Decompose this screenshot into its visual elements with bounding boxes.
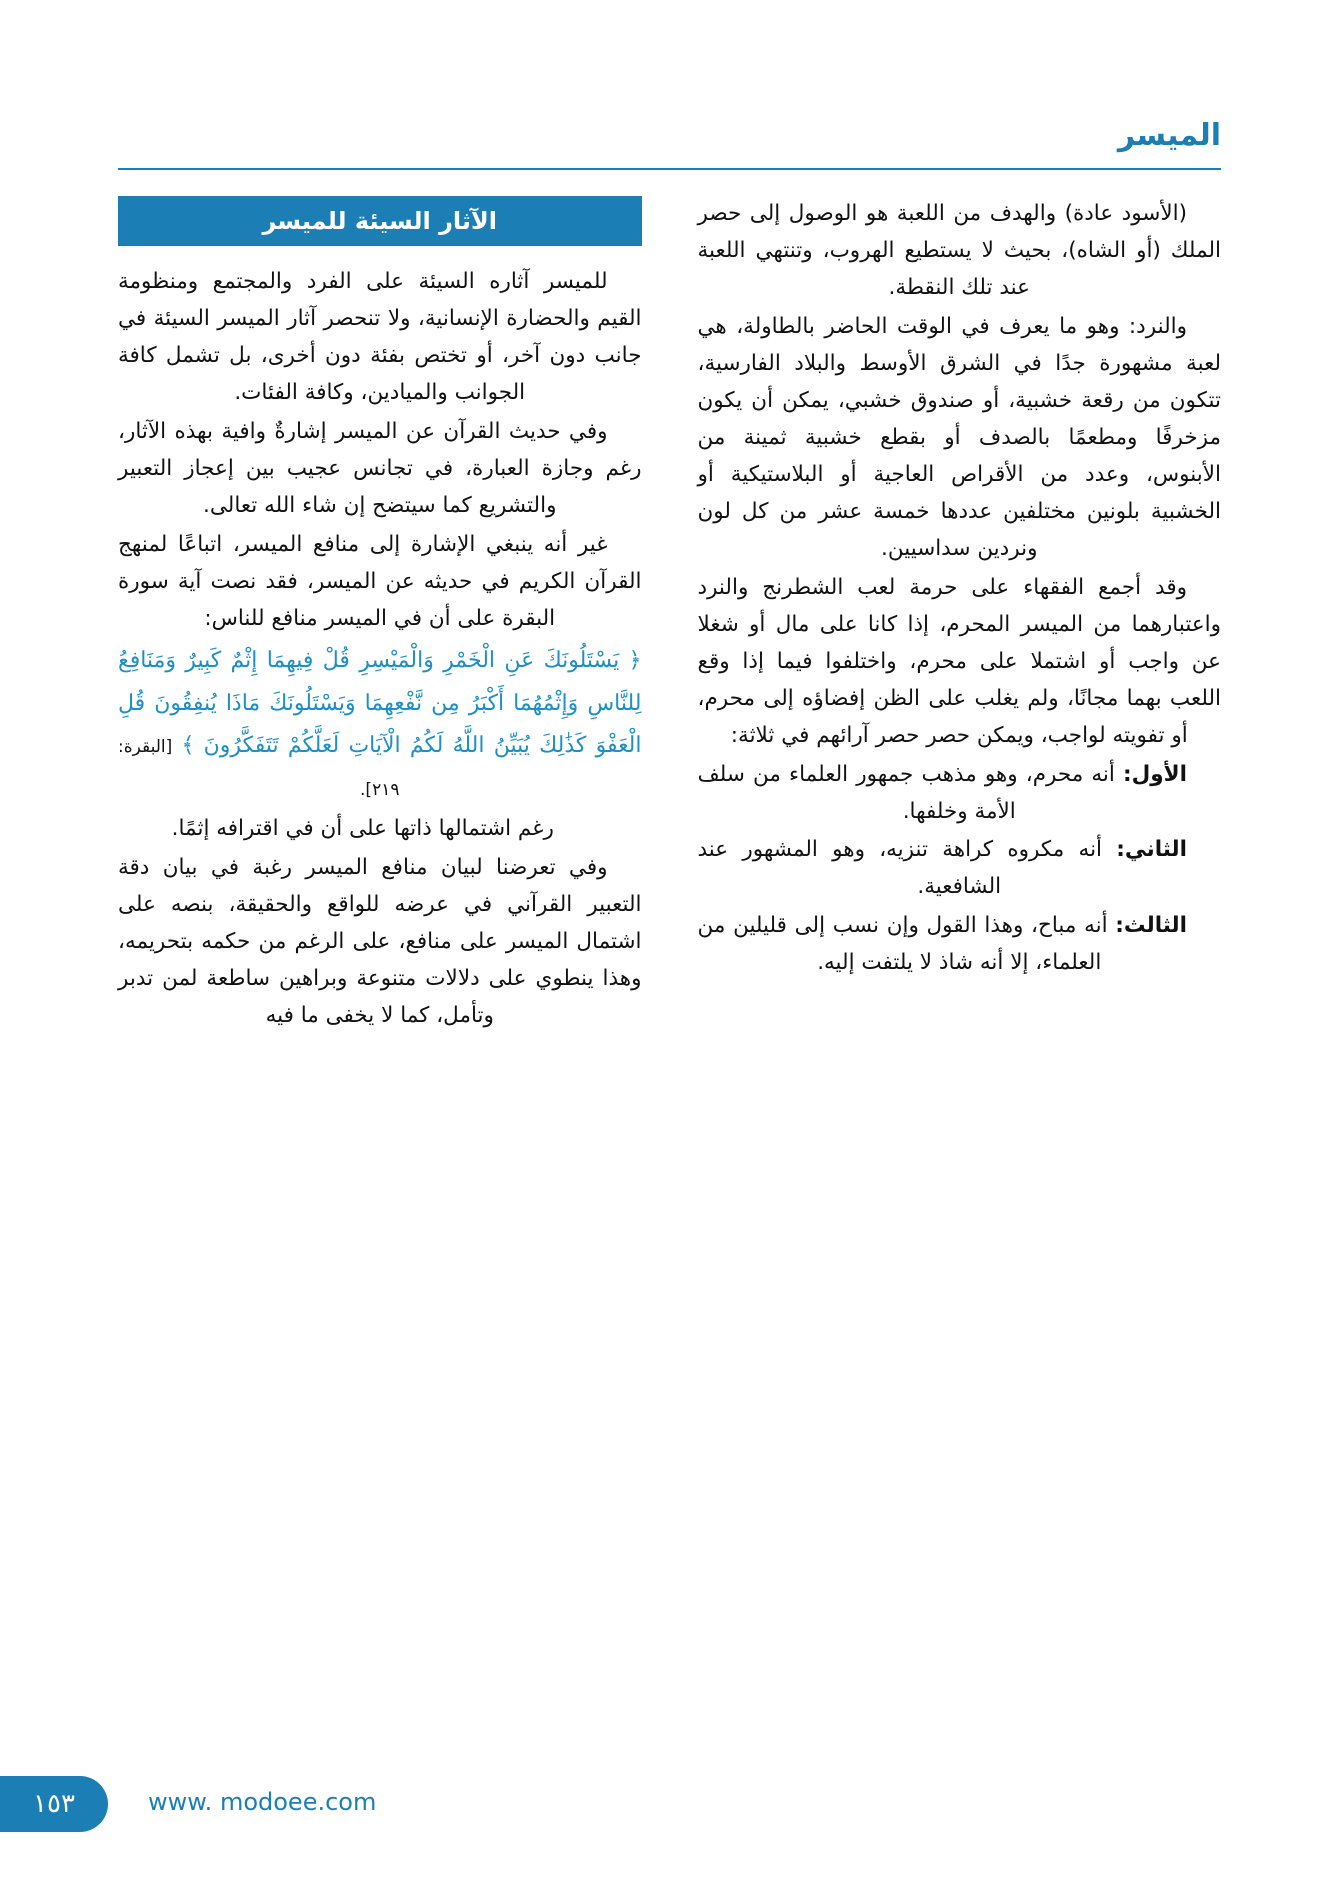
quran-verse	[118, 640, 642, 812]
opinion-item	[698, 908, 1222, 982]
opinion-text: أنه مكروه كراهة تنزيه، وهو المشهور عند الشافعية.	[697, 837, 1117, 900]
paragraph: للميسر آثاره السيئة على الفرد والمجتمع ومنظومة القيم والحضارة الإنسانية، ولا تنحصر آثار الميسر السيئة في جانب دون آخر، أو تختص بفئة دون أخرى، بل تشمل كافة الجوانب والميادين، وكافة الفئات.	[118, 269, 642, 405]
section-heading-bar	[118, 196, 642, 246]
right-column	[698, 196, 1222, 1720]
opinion-label: الأول:	[1123, 761, 1187, 787]
quran-verse-reference: [البقرة: ٢١٩].	[118, 737, 400, 801]
page-number-badge	[0, 1776, 108, 1832]
left-column	[118, 196, 642, 1720]
page-footer	[0, 1740, 1339, 1890]
opinion-label: الثاني:	[1116, 837, 1187, 863]
paragraph: وقد أجمع الفقهاء على حرمة لعب الشطرنج والنرد واعتبارهما من الميسر المحرم، إذا كانا على مال أو شغلا عن واجب أو اشتملا على محرم، واختلفوا فيما إذا وقع اللعب بهما مجانًا، ولم يغلب على الظن إفضاؤه إلى محرم، أو تفويته لواجب، ويمكن حصر حصر آرائهم في ثلاثة:	[697, 574, 1221, 748]
header-divider	[118, 168, 1221, 170]
opinion-text: أنه مباح، وهذا القول وإن نسب إلى قليلين من العلماء، إلا أنه شاذ لا يلتفت إليه.	[697, 913, 1116, 976]
section-heading-label: الآثار السيئة للميسر	[262, 207, 498, 235]
paragraph: وفي تعرضنا لبيان منافع الميسر رغبة في بيان دقة التعبير القرآني في عرضه للواقع والحقيقة، بنصه على اشتمال الميسر على منافع، على الرغم من حكمه بتحريمه، وهذا ينطوي على دلالات متنوعة وبراهين ساطعة لمن تدبر وتأمل، كما لا يخفى ما فيه	[118, 855, 642, 1029]
opinion-item	[698, 832, 1222, 906]
page-header	[118, 118, 1221, 170]
quran-verse-text: ﴿ يَسْتَلُونَكَ عَنِ الْخَمْرِ وَالْمَيْسِرِ قُلْ فِيهِمَا إِثْمٌ كَبِيرٌ وَمَنَافِعُ لِلنَّاسِ وَإِثْمُهُمَا أَكْبَرُ مِن نَّفْعِهِمَا وَيَسْتَلُونَكَ مَاذَا يُنفِقُونَ قُلِ الْعَفْوَ كَذَٰلِكَ يُبَيِّنُ اللَّهُ لَكُمُ الْآيَاتِ لَعَلَّكُمْ تَتَفَكَّرُونَ ﴾	[118, 647, 642, 759]
paragraph: غير أنه ينبغي الإشارة إلى منافع الميسر، اتباعًا لمنهج القرآن الكريم في حديثه عن الميسر، فقد نصت آية سورة البقرة على أن في الميسر منافع للناس:	[118, 531, 642, 631]
page-number: ١٥٣	[33, 1789, 75, 1819]
paragraph: رغم اشتمالها ذاتها على أن في اقترافه إثمًا.	[171, 816, 554, 842]
paragraph: والنرد: وهو ما يعرف في الوقت الحاضر بالطاولة، هي لعبة مشهورة جدًا في الشرق الأوسط والبلاد الفارسية، تتكون من رقعة خشبية، أو صندوق خشبي، يمكن أن يكون مزخرفًا ومطعمًا بالصدف أو بقطع خشبية ثمينة من الأبنوس، وعدد من الأقراص العاجية أو البلاستيكية أو الخشبية بلونين مختلفين عددها خمسة عشر من كل لون ونردين سداسيين.	[697, 313, 1221, 561]
opinion-label: الثالث:	[1115, 913, 1187, 939]
opinion-text: أنه محرم، وهو مذهب جمهور العلماء من سلف الأمة وخلفها.	[697, 761, 1123, 824]
paragraph: (الأسود عادة) والهدف من اللعبة هو الوصول إلى حصر الملك (أو الشاه)، بحيث لا يستطيع الهروب، وتنتهي اللعبة عند تلك النقطة.	[697, 201, 1221, 300]
opinion-item	[698, 757, 1222, 831]
page-title: الميسر	[1117, 118, 1221, 153]
paragraph: وفي حديث القرآن عن الميسر إشارةٌ وافية بهذه الآثار، رغم وجازة العبارة، في تجانس عجيب بين إعجاز التعبير والتشريع كما سيتضح إن شاء الله تعالى.	[118, 418, 642, 518]
site-url[interactable]: www. modoee.com	[148, 1788, 377, 1816]
columns-container	[118, 196, 1221, 1720]
